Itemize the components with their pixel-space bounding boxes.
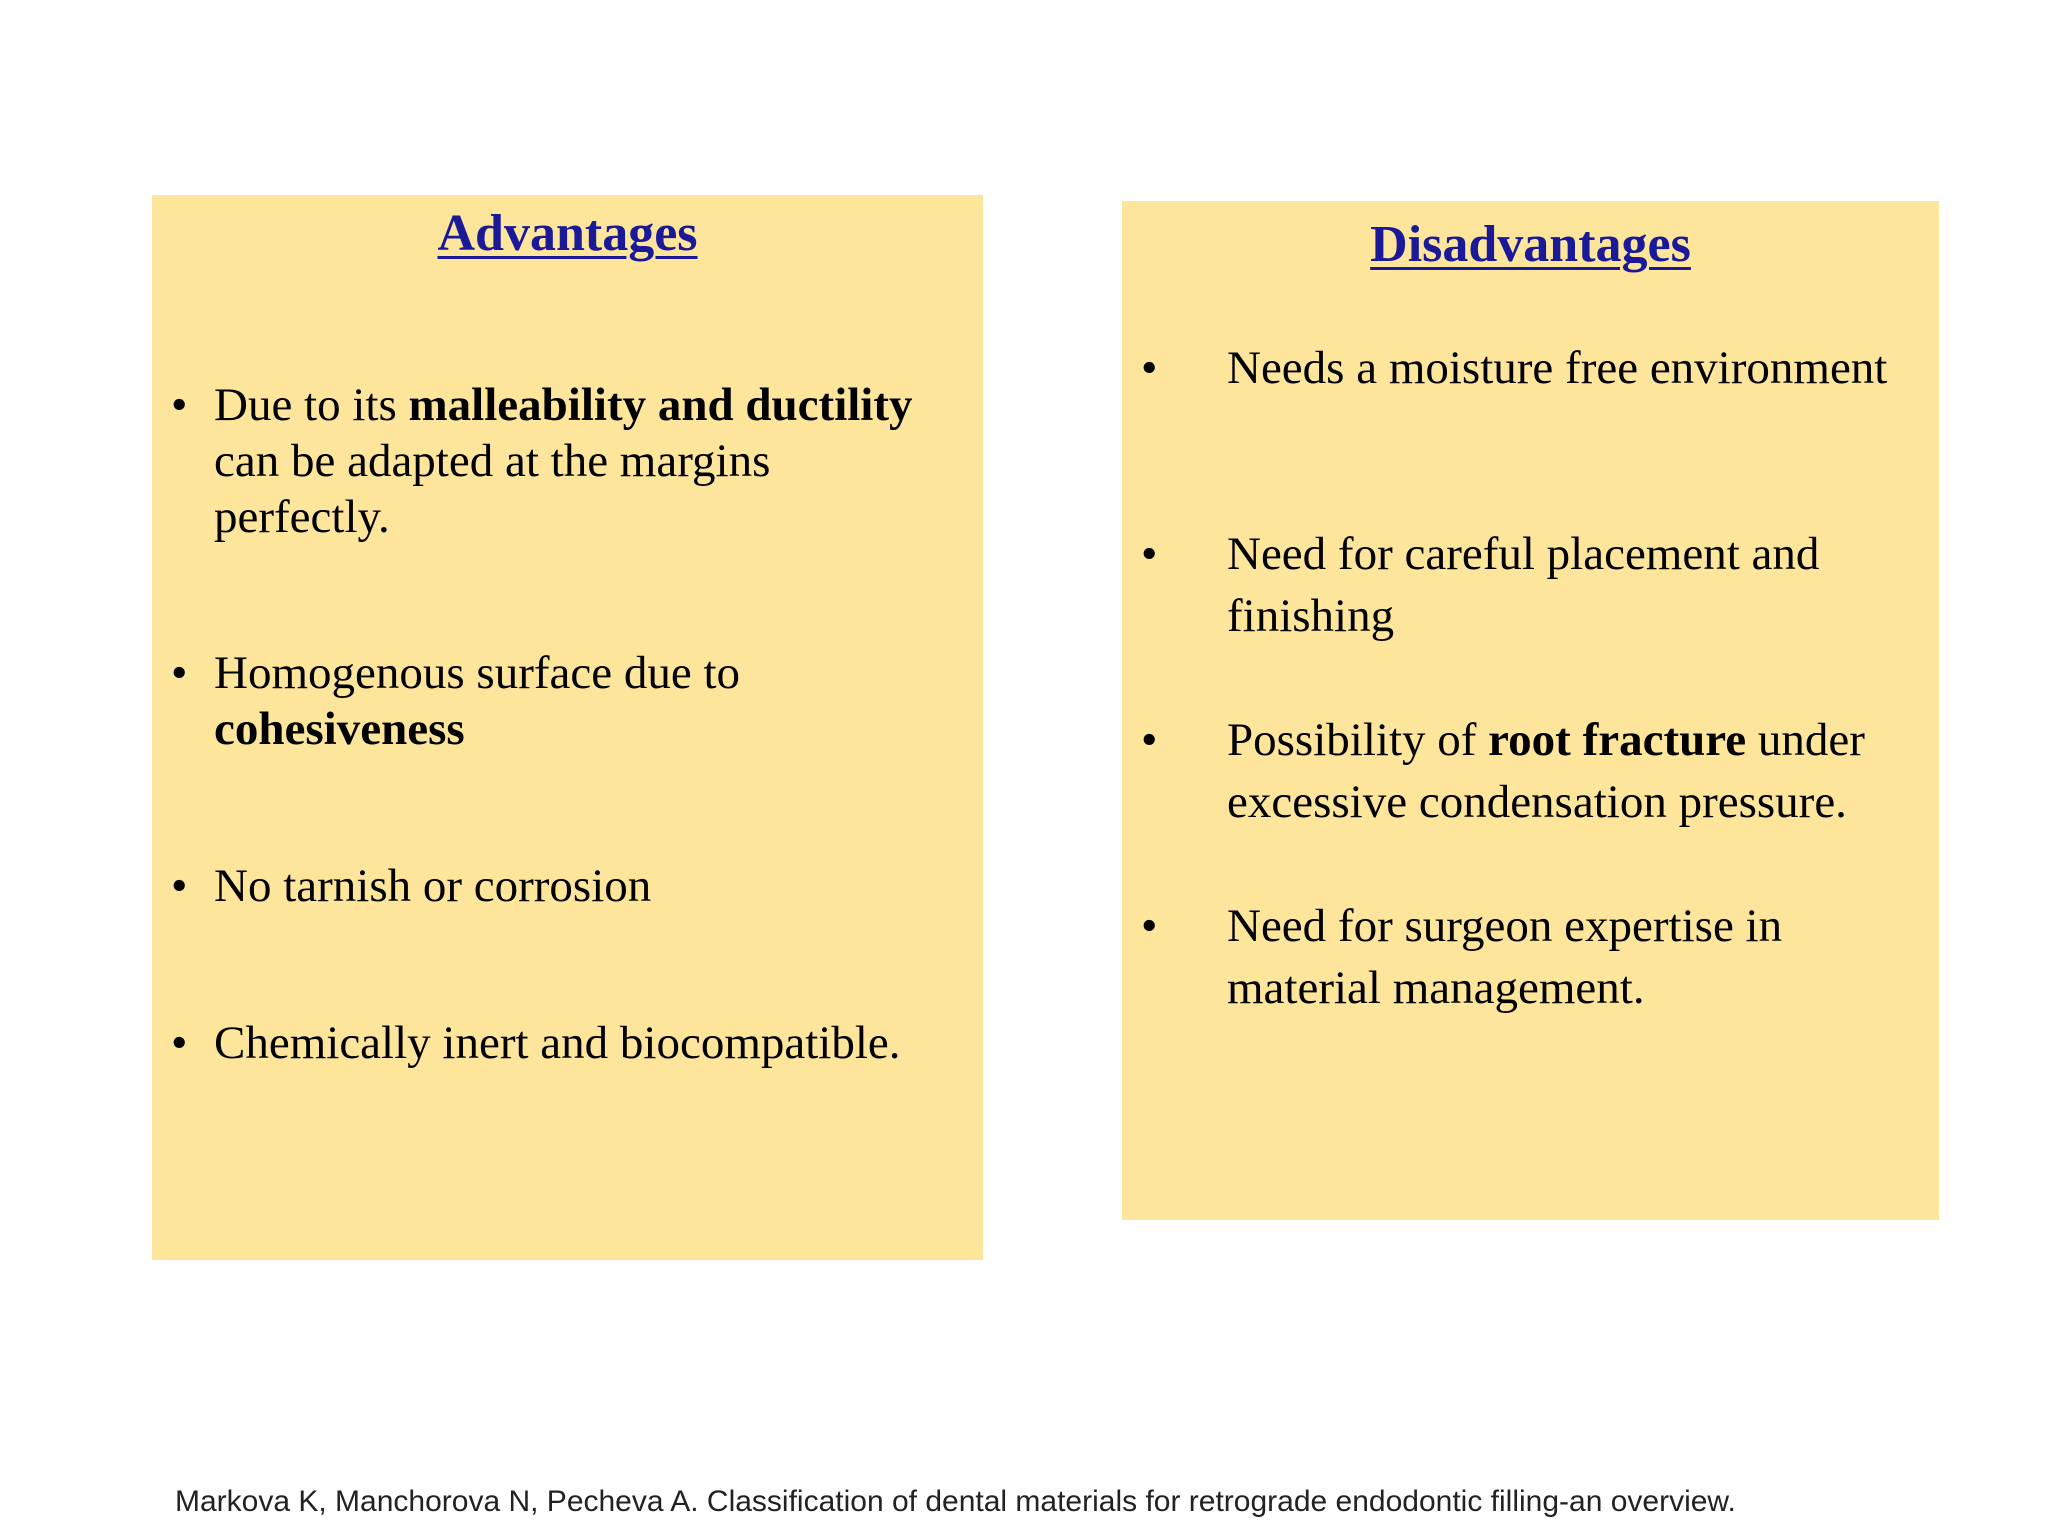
bullet-icon: • (171, 379, 188, 431)
bullet-icon: • (171, 860, 188, 912)
bullet-icon: • (1141, 900, 1158, 952)
disadvantage-item (1141, 709, 1931, 833)
disadvantages-title: Disadvantages (1370, 216, 1691, 273)
advantage-item (171, 645, 951, 757)
bullet-icon: • (171, 1017, 188, 1069)
disadvantage-text: Need for surgeon expertise in material management. (1227, 900, 1783, 1014)
disadvantages-panel (1122, 201, 1939, 1220)
disadvantage-item (1141, 523, 1931, 647)
advantage-text: Chemically inert and biocompatible. (214, 1017, 901, 1069)
advantage-text: Due to its malleability and ductility can be adapted at the margins perfectly. (214, 379, 913, 543)
disadvantage-text: Needs a moisture free environment (1227, 342, 1888, 394)
bullet-icon: • (1141, 714, 1158, 766)
advantages-panel (152, 195, 983, 1260)
bullet-icon: • (1141, 342, 1158, 394)
disadvantage-text: Possibility of root fracture under excessive condensation pressure. (1227, 714, 1865, 828)
bullet-icon: • (171, 647, 188, 699)
bullet-icon: • (1141, 528, 1158, 580)
advantage-item (171, 858, 951, 914)
advantage-text: Homogenous surface due to cohesiveness (214, 647, 740, 755)
advantages-title: Advantages (437, 205, 698, 262)
disadvantage-item (1141, 337, 1931, 399)
disadvantage-item (1141, 895, 1931, 1019)
advantage-text: No tarnish or corrosion (214, 860, 652, 912)
disadvantage-text: Need for careful placement and finishing (1227, 528, 1820, 642)
citation: Markova K, Manchorova N, Pecheva A. Classification of dental materials for retrograde endodontic filling-an overview. (175, 1485, 1736, 1518)
advantage-item (171, 377, 951, 545)
advantage-item (171, 1015, 951, 1071)
